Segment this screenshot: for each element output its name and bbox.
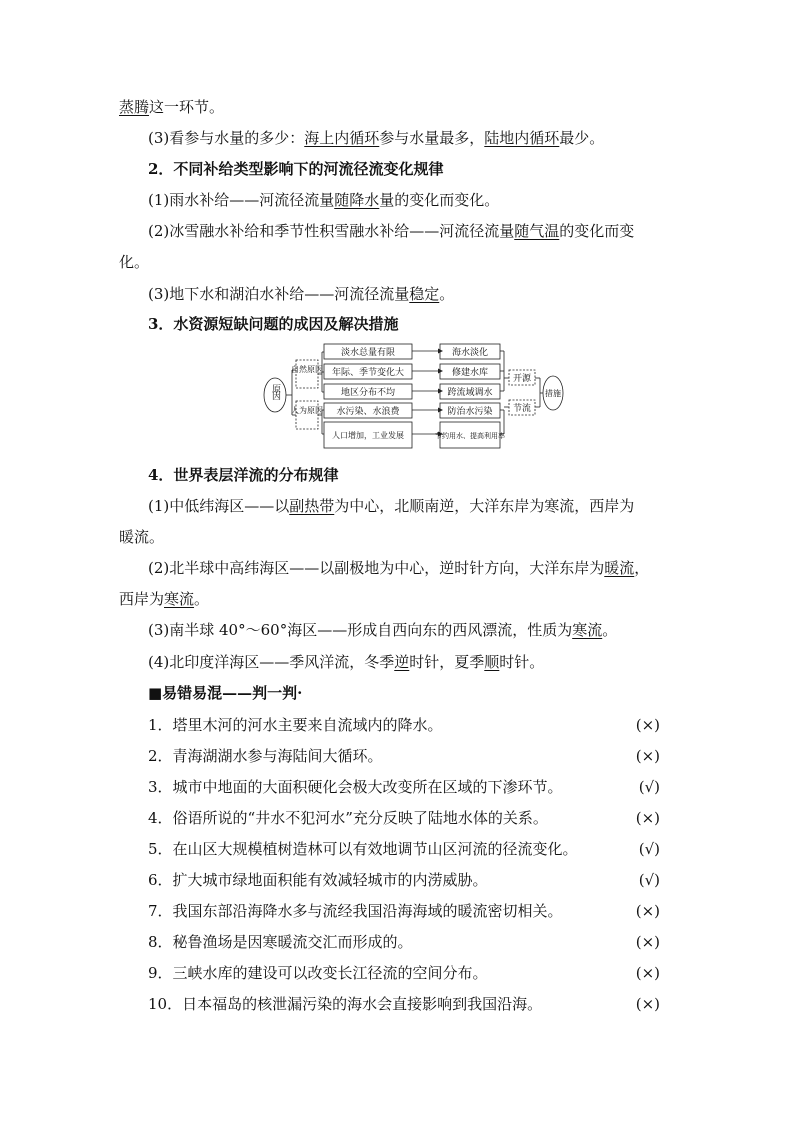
text-line: (3)看参与水量的多少：海上内循环参与水量最多，陆地内循环最少。 [148,129,605,147]
underlined-term: 稳定 [409,285,440,303]
underlined-term: 海上内循环 [304,129,380,147]
quiz-item: 8．秘鲁渔场是因寒暖流交汇而形成的。 [148,933,413,951]
natural-cause-label: 自然原因 [291,365,323,374]
measure-text: 海水淡化 [451,348,489,358]
quiz-mark: (×) [635,747,660,765]
quiz-mark: (√) [638,778,660,796]
underlined-term: 寒流 [164,590,195,608]
text-line: 蒸腾这一环节。 [119,98,225,116]
measure-text: 跨流域调水 [447,388,493,398]
quiz-mark: (×) [635,902,660,920]
underlined-term: 陆地内循环 [484,129,560,147]
cause-text: 年际、季节变化大 [331,368,405,378]
source-tag: 开源 [512,374,532,384]
text-line: (1)雨水补给——河流径流量随降水量的变化而变化。 [148,191,500,209]
cause-label: 原因 [270,384,280,400]
quiz-item: 6．扩大城市绿地面积能有效减轻城市的内涝威胁。 [148,871,488,889]
text-line: (3)南半球 40°～60°海区——形成自西向东的西风漂流，性质为寒流。 [148,621,618,639]
underlined-term: 随气温 [514,222,560,240]
measure-label: 措施 [545,389,561,398]
section-heading: 4．世界表层洋流的分布规律 [148,466,339,484]
quiz-item: 3．城市中地面的大面积硬化会极大改变所在区域的下渗环节。 [148,778,563,796]
section-heading: 3．水资源短缺问题的成因及解决措施 [148,315,399,333]
text-line: (2)北半球中高纬海区——以副极地为中心，逆时针方向，大洋东岸为暖流， [148,559,650,577]
human-cause-label: 人为原因 [291,406,323,415]
underlined-term: 蒸腾 [119,98,150,116]
water-shortage-diagram [262,340,566,456]
underlined-term: 顺 [484,653,500,671]
section-heading: 2．不同补给类型影响下的河流径流变化规律 [148,160,444,178]
text-line: (3)地下水和湖泊水补给——河流径流量稳定。 [148,285,455,303]
measure-text: 节约用水、提高利用率 [435,432,505,440]
quiz-heading: ■易错易混——判一判· [148,684,303,702]
text-line: 西岸为寒流。 [119,590,210,608]
quiz-item: 2．青海湖湖水参与海陆间大循环。 [148,747,383,765]
underlined-term: 随降水 [334,191,380,209]
quiz-mark: (×) [635,933,660,951]
quiz-mark: (×) [635,964,660,982]
measure-text: 修建水库 [451,368,489,378]
quiz-item: 1．塔里木河的河水主要来自流域内的降水。 [148,716,443,734]
cause-text: 人口增加，工业发展 [332,431,404,440]
text-line: 暖流。 [119,528,165,546]
underlined-term: 副热带 [289,497,335,515]
quiz-item: 5．在山区大规模植树造林可以有效地调节山区河流的径流变化。 [148,840,578,858]
quiz-item: 9．三峡水库的建设可以改变长江径流的空间分布。 [148,964,488,982]
quiz-item: 10．日本福岛的核泄漏污染的海水会直接影响到我国沿海。 [148,995,543,1013]
quiz-item: 4．俗语所说的“井水不犯河水”充分反映了陆地水体的关系。 [148,809,548,827]
underlined-term: 寒流 [572,621,603,639]
quiz-mark: (√) [638,871,660,889]
underlined-term: 逆 [394,653,410,671]
quiz-mark: (×) [635,809,660,827]
quiz-item: 7．我国东部沿海降水多与流经我国沿海海域的暖流密切相关。 [148,902,563,920]
save-tag: 节流 [512,404,532,414]
quiz-mark: (×) [635,995,660,1013]
text-line: (2)冰雪融水补给和季节性积雪融水补给——河流径流量随气温的变化而变 [148,222,635,240]
text-line: (1)中低纬海区——以副热带为中心，北顺南逆，大洋东岸为寒流，西岸为 [148,497,635,515]
cause-text: 淡水总量有限 [340,348,396,358]
cause-text: 地区分布不均 [340,388,396,398]
text-line: (4)北印度洋海区——季风洋流，冬季逆时针，夏季顺时针。 [148,653,545,671]
underlined-term: 暖流 [604,559,635,577]
measure-text: 防治水污染 [447,407,493,417]
cause-text: 水污染、水浪费 [336,407,400,417]
text-line: 化。 [119,253,150,271]
quiz-mark: (×) [635,716,660,734]
quiz-mark: (√) [638,840,660,858]
